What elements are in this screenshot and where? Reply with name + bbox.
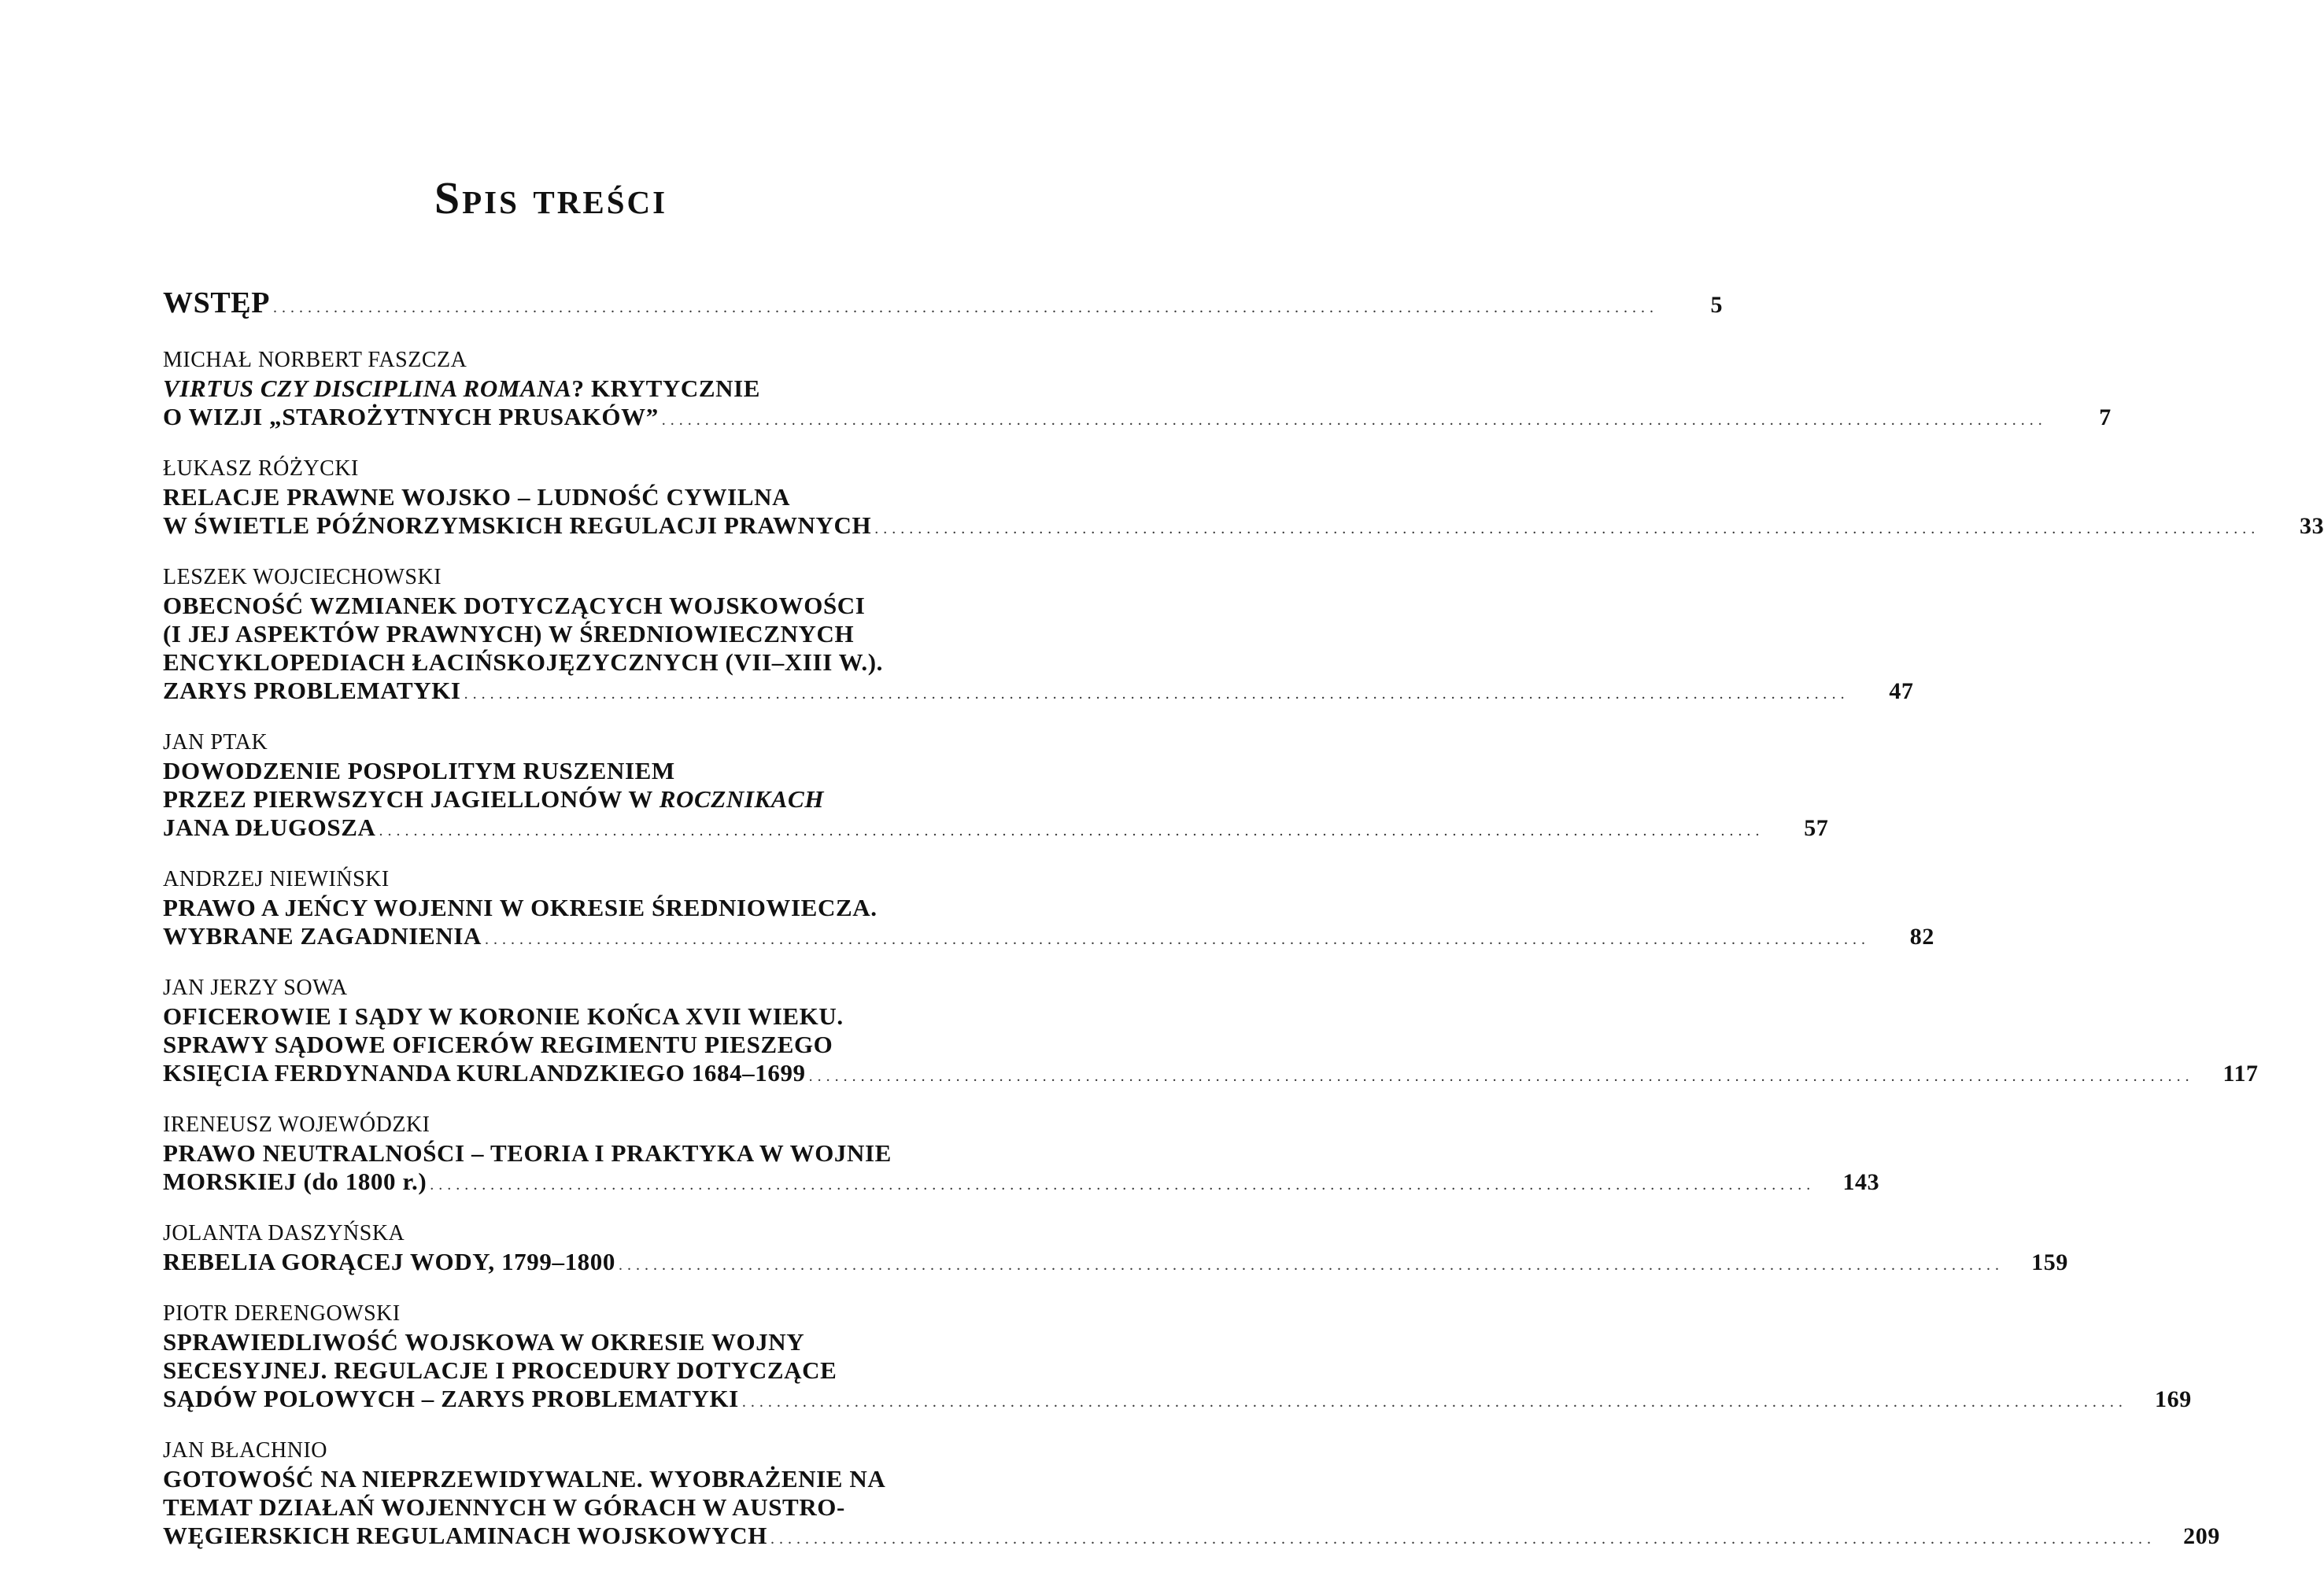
entry-title-line: OBECNOŚĆ WZMIANEK DOTYCZĄCYCH WOJSKOWOŚCI [163, 592, 866, 619]
entry-title: REBELIA GORĄCEJ WODY, 1799–1800 [163, 1248, 615, 1275]
entry-author: JOLANTA DASZYŃSKA [163, 1221, 405, 1245]
entry-author: JAN BŁACHNIO [163, 1438, 327, 1463]
entry-title-line [163, 511, 2324, 543]
entry-author: ANDRZEJ NIEWIŃSKI [163, 867, 390, 891]
toc-entry [163, 1300, 2192, 1416]
entry-title-line: GOTOWOŚĆ NA NIEPRZEWIDYWALNE. WYOBRAŻENIE NA [163, 1465, 886, 1493]
entry-title-line: PRAWO A JEŃCY WOJENNI W OKRESIE ŚREDNIOWIECZA. [163, 894, 878, 921]
page-number: 57 [1804, 815, 1829, 841]
entry-title: ? KRYTYCZNIE [571, 375, 761, 402]
dot-leader: ................................................................................................................................................................ [770, 1530, 2156, 1548]
toc-entry [163, 1111, 1880, 1199]
entry-title: PRZEZ PIERWSZYCH JAGIELLONÓW W [163, 785, 660, 813]
dot-leader: ................................................................................................................................................................ [874, 520, 2260, 537]
entry-title: WSTĘP [163, 286, 271, 319]
toc-entry [163, 974, 2259, 1090]
entry-title-line [163, 1385, 2192, 1416]
toc-entry [163, 563, 1914, 708]
page-number: 209 [2183, 1523, 2220, 1549]
dot-leader: ................................................................................................................................................................ [484, 931, 1870, 948]
page-number: 82 [1909, 924, 1934, 950]
entry-title-italic: ROCZNIKACH [659, 785, 825, 813]
entry-title: JANA DŁUGOSZA [163, 814, 376, 841]
entry-title-line: ENCYKLOPEDIACH ŁACIŃSKOJĘZYCZNYCH (VII–XIII W.). [163, 648, 884, 676]
entry-author: ŁUKASZ RÓŻYCKI [163, 456, 359, 481]
entry-title-line: RELACJE PRAWNE WOJSKO – LUDNOŚĆ CYWILNA [163, 483, 791, 511]
entry-title-line: PRAWO NEUTRALNOŚCI – TEORIA I PRAKTYKA W WOJNIE [163, 1139, 892, 1167]
entry-title: O WIZJI „STAROŻYTNYCH PRUSAKÓW” [163, 403, 659, 430]
entry-title-line [163, 922, 1934, 954]
page-number: 169 [2155, 1386, 2192, 1412]
entry-title-line [163, 285, 1724, 326]
dot-leader: ................................................................................................................................................................ [464, 685, 1849, 703]
entry-title-line [163, 375, 960, 403]
entry-title-line [163, 1248, 2068, 1279]
entry-title-line [163, 785, 960, 814]
page-number: 5 [1710, 292, 1724, 318]
page-number: 7 [2099, 404, 2112, 430]
entry-title-line [163, 1168, 1880, 1199]
entry-title-line: DOWODZENIE POSPOLITYM RUSZENIEM [163, 757, 675, 784]
entry-title-line [163, 1059, 2259, 1090]
page-title: Spis treści [434, 172, 668, 223]
dot-leader: ................................................................................................................................................................ [808, 1068, 2194, 1085]
toc-entry [163, 729, 1829, 845]
entry-title-line [163, 814, 1829, 845]
toc-entry [163, 1437, 2220, 1553]
table-of-contents [163, 285, 2324, 1574]
entry-title-line: SPRAWY SĄDOWE OFICERÓW REGIMENTU PIESZEGO [163, 1031, 833, 1058]
dot-leader: ................................................................................................................................................................ [430, 1176, 1816, 1194]
toc-entry [163, 346, 2112, 434]
entry-title-line [163, 403, 2112, 434]
entry-author: LESZEK WOJCIECHOWSKI [163, 565, 442, 589]
toc-entry [163, 865, 1934, 954]
entry-title-line [163, 677, 1914, 708]
entry-title-line [163, 1522, 2220, 1553]
entry-author: MICHAŁ NORBERT FASZCZA [163, 348, 467, 372]
toc-entry [163, 1220, 2068, 1279]
toc-entry [163, 285, 1724, 326]
entry-author: IRENEUSZ WOJEWÓDZKI [163, 1113, 430, 1137]
dot-leader: ................................................................................................................................................................ [741, 1393, 2127, 1411]
entry-title-italic: VIRTUS CZY DISCIPLINA ROMANA [163, 375, 572, 402]
entry-title: WYBRANE ZAGADNIENIA [163, 922, 482, 950]
toc-entry [163, 455, 2324, 543]
entry-title: ZARYS PROBLEMATYKI [163, 677, 461, 704]
page-number: 159 [2031, 1249, 2068, 1275]
dot-leader: ................................................................................................................................................................ [379, 822, 1764, 839]
page-number: 117 [2222, 1061, 2259, 1087]
entry-title: W ŚWIETLE PÓŹNORZYMSKICH REGULACJI PRAWNYCH [163, 511, 872, 539]
entry-title-line: OFICEROWIE I SĄDY W KORONIE KOŃCA XVII WIEKU. [163, 1002, 844, 1030]
entry-title-line: SPRAWIEDLIWOŚĆ WOJSKOWA W OKRESIE WOJNY [163, 1328, 805, 1356]
entry-author: PIOTR DERENGOWSKI [163, 1301, 401, 1326]
entry-title-line: TEMAT DZIAŁAŃ WOJENNYCH W GÓRACH W AUSTRO- [163, 1493, 845, 1521]
dot-leader: ................................................................................................................................................................ [661, 411, 2047, 429]
entry-author: JAN JERZY SOWA [163, 976, 348, 1000]
entry-title: MORSKIEJ (do 1800 r.) [163, 1168, 427, 1195]
entry-author: JAN PTAK [163, 730, 268, 755]
dot-leader: ................................................................................................................................................................ [273, 299, 1659, 316]
entry-title-line: SECESYJNEJ. REGULACJE I PROCEDURY DOTYCZĄCE [163, 1356, 837, 1384]
entry-title-line: (I JEJ ASPEKTÓW PRAWNYCH) W ŚREDNIOWIECZNYCH [163, 620, 855, 648]
entry-title: WĘGIERSKICH REGULAMINACH WOJSKOWYCH [163, 1522, 767, 1549]
page-number: 47 [1889, 678, 1914, 704]
entry-title: KSIĘCIA FERDYNANDA KURLANDZKIEGO 1684–1699 [163, 1059, 806, 1087]
page-number: 143 [1842, 1169, 1880, 1195]
dot-leader: ................................................................................................................................................................ [618, 1256, 2004, 1274]
entry-title: SĄDÓW POLOWYCH – ZARYS PROBLEMATYKI [163, 1385, 739, 1412]
page-number: 33 [2300, 513, 2324, 539]
